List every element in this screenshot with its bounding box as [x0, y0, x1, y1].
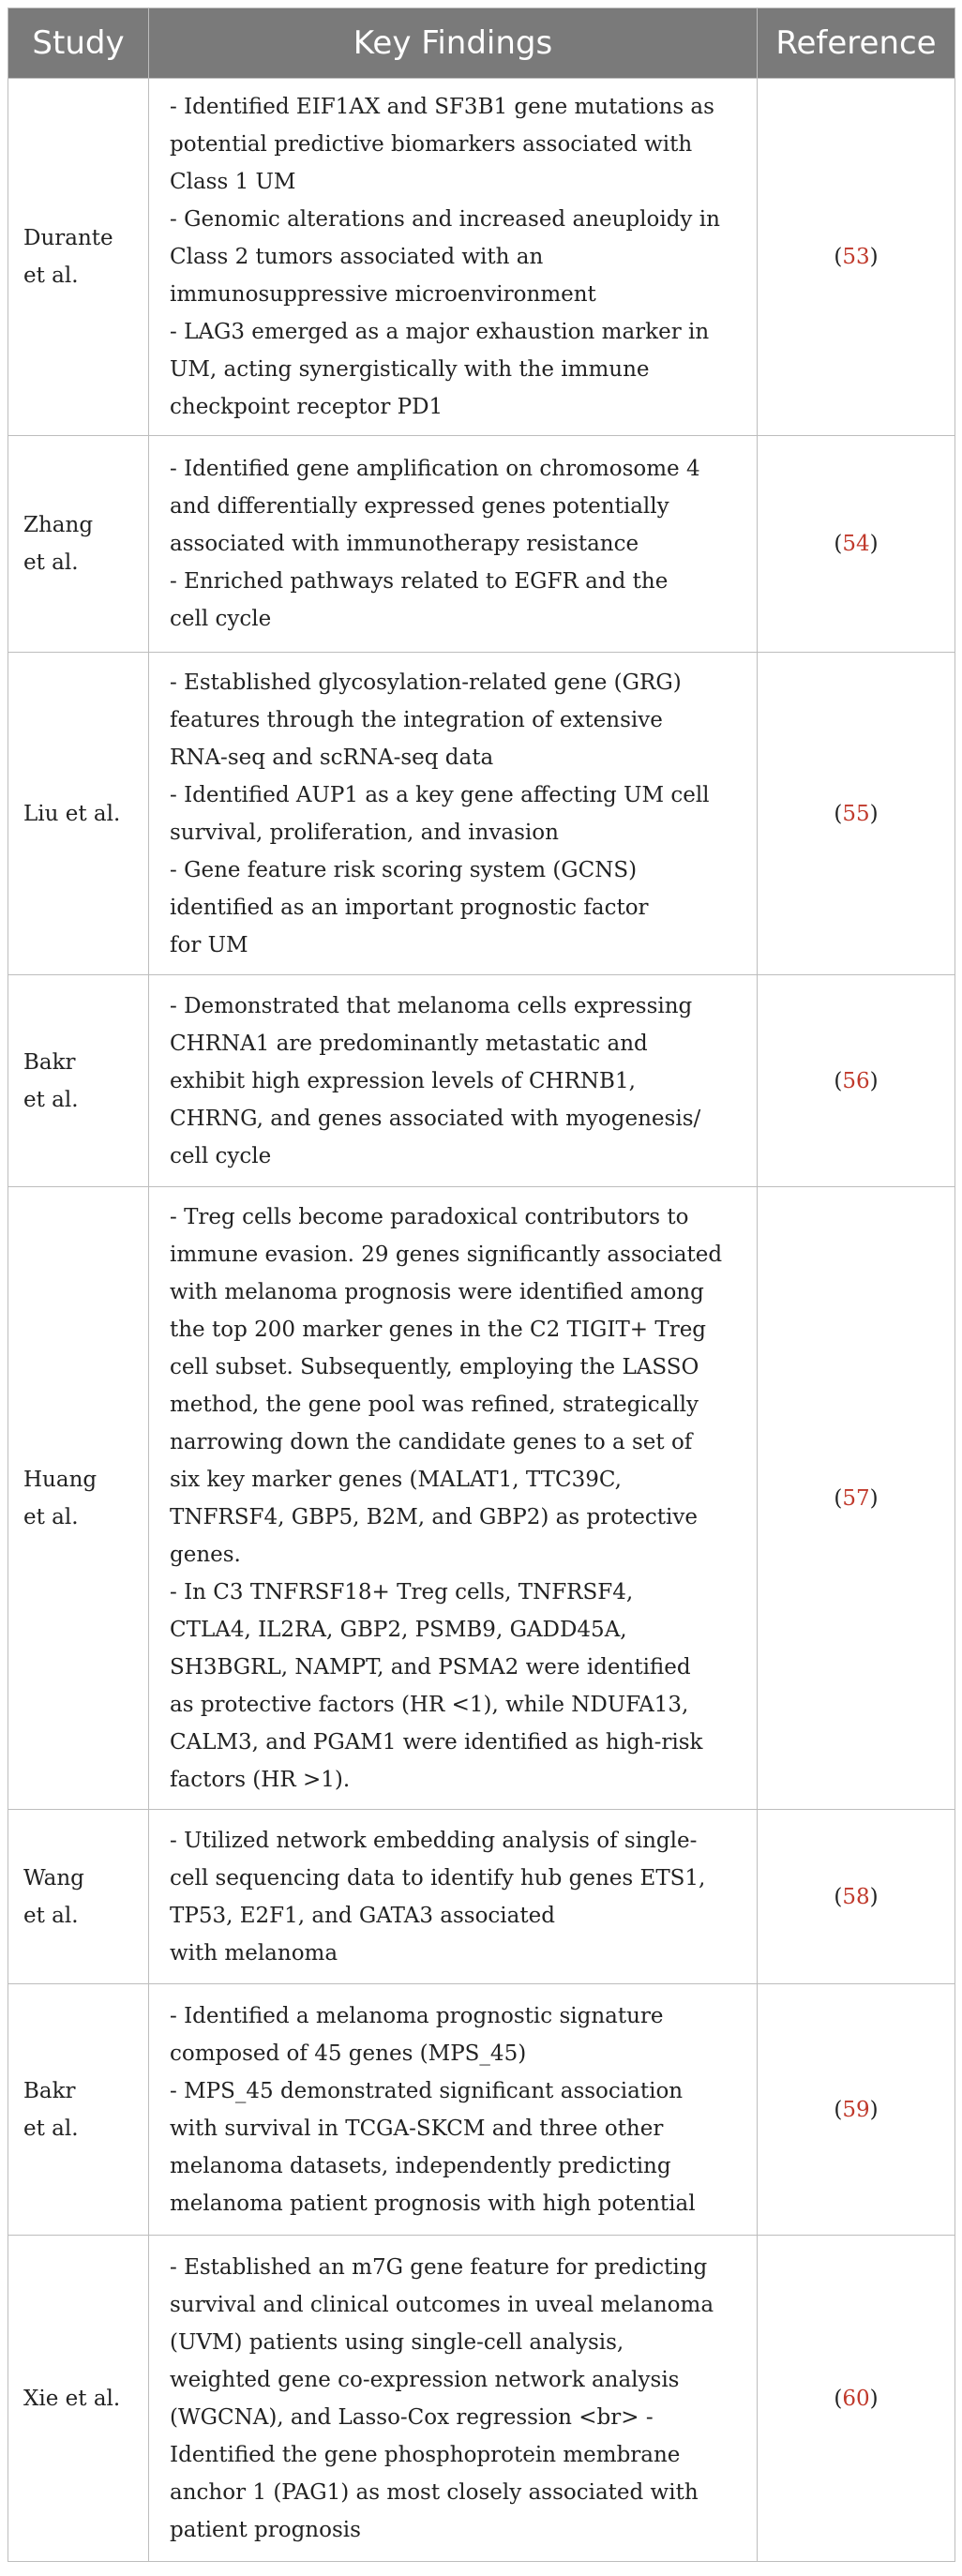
finding-line: cell sequencing data to identify hub genes ETS1,: [170, 1865, 706, 1891]
study-name-line: Bakr: [23, 2078, 76, 2103]
table-row: [8, 79, 955, 436]
finding-line: Identified the gene phosphoprotein membrane: [170, 2442, 681, 2467]
reference-cell: (53): [758, 79, 955, 436]
study-name-line: Durante: [23, 226, 113, 250]
finding-line: melanoma patient prognosis with high potential: [170, 2191, 696, 2216]
finding-line: features through the integration of extensive: [170, 707, 663, 732]
table-row: [8, 1984, 955, 2236]
finding-line: immune evasion. 29 genes significantly associated: [170, 1242, 723, 1267]
finding-line: the top 200 marker genes in the C2 TIGIT+ Treg: [170, 1317, 707, 1342]
study-name-line: Xie et al.: [23, 2386, 121, 2411]
finding-line: - Gene feature risk scoring system (GCNS): [170, 857, 638, 882]
reference-link[interactable]: 56: [842, 1068, 870, 1093]
finding-line: - Genomic alterations and increased aneuploidy in: [170, 207, 720, 232]
study-cell: [8, 653, 149, 975]
study-name-line: Zhang: [23, 513, 94, 537]
finding-line: cell cycle: [170, 1143, 272, 1168]
study-cell: [8, 436, 149, 653]
finding-line: CHRNG, and genes associated with myogenesis/: [170, 1106, 701, 1131]
finding-line: CALM3, and PGAM1 were identified as high-risk: [170, 1729, 703, 1755]
finding-line: survival, proliferation, and invasion: [170, 820, 559, 845]
study-name-line: et al.: [23, 1903, 79, 1928]
findings-cell: [149, 975, 758, 1187]
finding-line: melanoma datasets, independently predicting: [170, 2153, 671, 2178]
findings-cell: [149, 1984, 758, 2236]
finding-line: immunosuppressive microenvironment: [170, 282, 596, 307]
finding-line: - Identified a melanoma prognostic signature: [170, 2003, 664, 2028]
table-row: [8, 1810, 955, 1984]
finding-line: cell subset. Subsequently, employing the LASSO: [170, 1354, 699, 1379]
study-cell: [8, 2236, 149, 2562]
finding-line: patient prognosis: [170, 2517, 361, 2542]
study-name-line: Liu et al.: [23, 801, 121, 826]
findings-cell: [149, 1810, 758, 1984]
reference-cell: (55): [758, 653, 955, 975]
reference-link[interactable]: 53: [842, 245, 870, 269]
finding-line: checkpoint receptor PD1: [170, 395, 443, 419]
finding-line: CTLA4, IL2RA, GBP2, PSMB9, GADD45A,: [170, 1617, 627, 1642]
study-name-line: et al.: [23, 1504, 79, 1529]
study-name-line: Wang: [23, 1865, 84, 1891]
findings-cell: [149, 79, 758, 436]
study-cell: [8, 79, 149, 436]
finding-line: anchor 1 (PAG1) as most closely associated with: [170, 2479, 699, 2505]
finding-line: SH3BGRL, NAMPT, and PSMA2 were identified: [170, 1654, 691, 1680]
finding-line: identified as an important prognostic factor: [170, 895, 649, 920]
finding-line: Class 1 UM: [170, 170, 296, 194]
study-name-line: et al.: [23, 1087, 79, 1112]
reference-cell: (60): [758, 2236, 955, 2562]
reference-link[interactable]: 57: [842, 1485, 870, 1511]
study-cell: [8, 1187, 149, 1810]
study-name-line: et al.: [23, 2116, 79, 2141]
study-cell: [8, 1984, 149, 2236]
finding-line: Class 2 tumors associated with an: [170, 245, 544, 269]
study-cell: [8, 975, 149, 1187]
finding-line: with melanoma: [170, 1940, 338, 1966]
finding-line: - Identified gene amplification on chromosome 4: [170, 457, 700, 481]
reference-cell: (58): [758, 1810, 955, 1984]
finding-line: narrowing down the candidate genes to a set of: [170, 1429, 693, 1454]
findings-cell: [149, 653, 758, 975]
finding-line: survival and clinical outcomes in uveal melanoma: [170, 2292, 714, 2317]
reference-link[interactable]: 58: [842, 1884, 870, 1909]
finding-line: - In C3 TNFRSF18+ Treg cells, TNFRSF4,: [170, 1579, 634, 1604]
finding-line: - Identified EIF1AX and SF3B1 gene mutations as: [170, 95, 714, 119]
finding-line: with survival in TCGA-SKCM and three other: [170, 2116, 664, 2141]
findings-cell: [149, 436, 758, 653]
finding-line: and differentially expressed genes potentially: [170, 494, 669, 519]
header-key-findings: Key Findings: [149, 8, 758, 79]
finding-line: weighted gene co-expression network analysis: [170, 2367, 680, 2392]
finding-line: - Enriched pathways related to EGFR and the: [170, 569, 669, 594]
finding-line: method, the gene pool was refined, strategically: [170, 1392, 699, 1417]
table-row: [8, 975, 955, 1187]
finding-line: exhibit high expression levels of CHRNB1,: [170, 1068, 636, 1093]
table-row: [8, 436, 955, 653]
study-name-line: et al.: [23, 264, 79, 288]
finding-line: six key marker genes (MALAT1, TTC39C,: [170, 1467, 622, 1492]
study-name-line: Bakr: [23, 1049, 76, 1075]
reference-link[interactable]: 54: [842, 532, 870, 556]
finding-line: - Utilized network embedding analysis of single-: [170, 1828, 698, 1853]
reference-link[interactable]: 59: [842, 2097, 870, 2122]
finding-line: - Demonstrated that melanoma cells expressing: [170, 993, 693, 1018]
finding-line: - MPS_45 demonstrated significant association: [170, 2078, 684, 2103]
header-reference: Reference: [758, 8, 955, 79]
table-row: [8, 2236, 955, 2562]
header-row: [8, 8, 955, 79]
finding-line: - LAG3 emerged as a major exhaustion marker in: [170, 320, 710, 344]
finding-line: TNFRSF4, GBP5, B2M, and GBP2) as protective: [170, 1504, 698, 1529]
finding-line: (UVM) patients using single-cell analysis,: [170, 2329, 624, 2355]
finding-line: with melanoma prognosis were identified among: [170, 1279, 704, 1304]
finding-line: as protective factors (HR <1), while NDUFA13,: [170, 1692, 689, 1717]
finding-line: - Established glycosylation-related gene (GRG): [170, 670, 682, 695]
finding-line: potential predictive biomarkers associated with: [170, 132, 693, 157]
reference-cell: (56): [758, 975, 955, 1187]
header-study: Study: [8, 8, 149, 79]
study-name-line: et al.: [23, 550, 79, 575]
reference-cell: (59): [758, 1984, 955, 2236]
findings-cell: [149, 2236, 758, 2562]
findings-cell: [149, 1187, 758, 1810]
finding-line: - Established an m7G gene feature for predicting: [170, 2254, 708, 2280]
study-cell: [8, 1810, 149, 1984]
table-row: [8, 653, 955, 975]
finding-line: for UM: [170, 932, 248, 957]
finding-line: TP53, E2F1, and GATA3 associated: [170, 1903, 555, 1928]
finding-line: factors (HR >1).: [170, 1767, 351, 1792]
finding-line: UM, acting synergistically with the immune: [170, 357, 650, 382]
reference-cell: (57): [758, 1187, 955, 1810]
finding-line: CHRNA1 are predominantly metastatic and: [170, 1031, 648, 1056]
finding-line: associated with immunotherapy resistance: [170, 532, 639, 556]
study-name-line: Huang: [23, 1467, 98, 1492]
findings-table: [8, 8, 955, 2562]
finding-line: genes.: [170, 1542, 241, 1567]
reference-cell: (54): [758, 436, 955, 653]
table-row: [8, 1187, 955, 1810]
finding-line: - Identified AUP1 as a key gene affecting UM cell: [170, 782, 710, 807]
finding-line: (WGCNA), and Lasso-Cox regression <br> -: [170, 2404, 654, 2430]
finding-line: cell cycle: [170, 607, 272, 631]
reference-link[interactable]: 55: [842, 801, 870, 826]
finding-line: composed of 45 genes (MPS_45): [170, 2041, 527, 2066]
reference-link[interactable]: 60: [842, 2386, 870, 2411]
finding-line: RNA-seq and scRNA-seq data: [170, 745, 494, 770]
finding-line: - Treg cells become paradoxical contributors to: [170, 1204, 689, 1229]
